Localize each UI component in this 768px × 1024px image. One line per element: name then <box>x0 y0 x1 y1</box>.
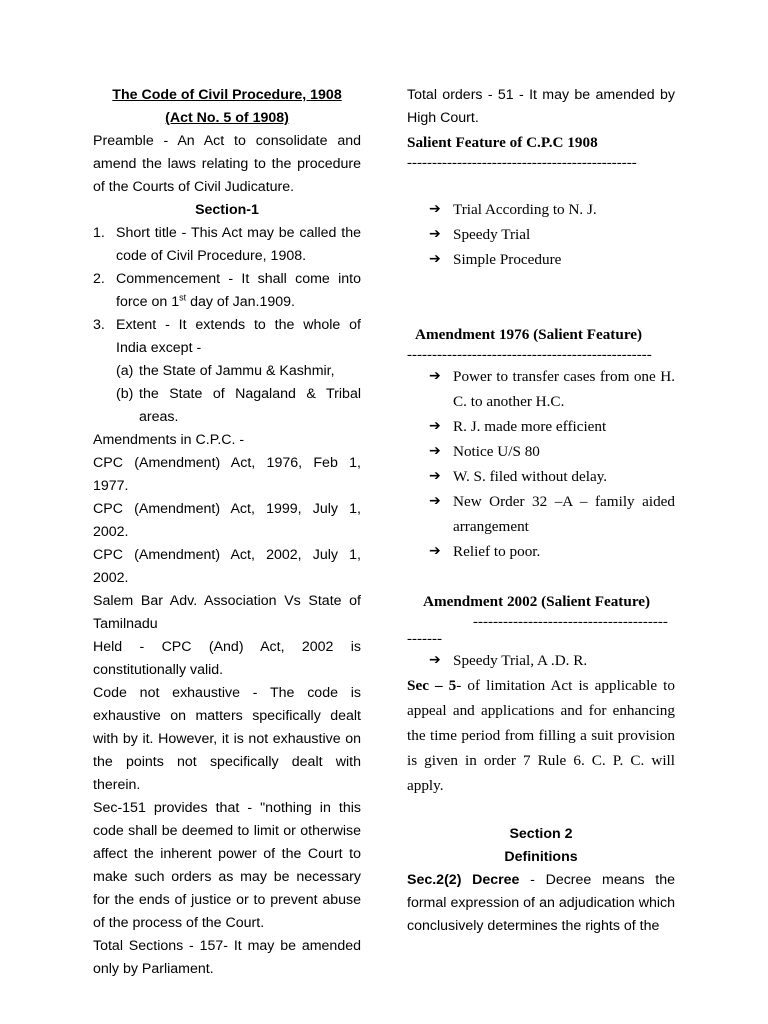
ordinal-suffix: st <box>179 292 187 303</box>
preamble-paragraph: Preamble - An Act to consolidate and amend the laws relating to the procedure of the Courts of Civil Judicature. <box>93 133 361 195</box>
amendment-2002-list <box>407 648 675 673</box>
list-item <box>407 539 675 564</box>
list-text: Speedy Trial <box>453 226 531 243</box>
sec5-label: Sec – 5 <box>407 677 457 694</box>
arrow-right-icon: ➔ <box>429 443 441 459</box>
sub-list-letter: (a) <box>116 363 134 379</box>
total-orders: Total orders - 51 - It may be amended by High Court. <box>407 87 675 126</box>
list-item <box>407 464 675 489</box>
salient-list <box>407 197 675 272</box>
list-text: New Order 32 –A – family aided arrangement <box>453 493 675 535</box>
list-text: Notice U/S 80 <box>453 443 540 460</box>
arrow-right-icon: ➔ <box>429 201 441 217</box>
arrow-right-icon: ➔ <box>429 368 441 384</box>
sub-list-text: the State of Nagaland & Tribal areas. <box>139 386 361 425</box>
total-sections: Total Sections - 157- It may be amended only by Parliament. <box>93 938 361 977</box>
list-text: W. S. filed without delay. <box>453 468 608 485</box>
section2-heading: Section 2 <box>509 826 573 842</box>
commencement-date: day of Jan.1909. <box>186 294 295 310</box>
code-not-exhaustive: Code not exhaustive - The code is exhaustive on matters specifically dealt with by it. However, it is not exhaustive on the points not specifically dealt with therein. <box>93 685 361 793</box>
amendment-1999: CPC (Amendment) Act, 1999, July 1, 2002. <box>93 501 361 540</box>
list-item <box>407 364 675 414</box>
arrow-right-icon: ➔ <box>429 468 441 484</box>
list-item <box>407 489 675 539</box>
arrow-right-icon: ➔ <box>429 493 441 509</box>
left-column <box>93 84 361 981</box>
list-text <box>116 268 361 314</box>
sec5-text: - of limitation Act is applicable to appeal and applications and for enhancing the time period from filling a suit provision is given in order 7 Rule 6. C. P. C. will apply. <box>407 677 675 794</box>
list-number: 2. <box>93 271 105 287</box>
list-text: Simple Procedure <box>453 251 562 268</box>
amendment-1976: CPC (Amendment) Act, 1976, Feb 1, 1977. <box>93 455 361 494</box>
sub-list-letter: (b) <box>116 386 134 402</box>
act-number: (Act No. 5 of 1908) <box>165 110 289 126</box>
amendment-2002-heading: Amendment 2002 (Salient Feature) <box>423 593 651 610</box>
definitions-heading: Definitions <box>504 849 578 865</box>
divider-line: ------------------------------------------------- <box>407 347 652 363</box>
sec151-paragraph: Sec-151 provides that - "nothing in this code shall be deemed to limit or otherwise affect the inherent power of the Court to make such orders as may be necessary for the ends of justice or to prevent abuse of the process of the Court. <box>93 800 361 931</box>
decree-text: - Decree means the formal expression of an adjudication which conclusively determines the rights of the <box>407 872 675 934</box>
case-name: Salem Bar Adv. Association Vs State of Tamilnadu <box>93 593 361 632</box>
list-item <box>407 222 675 247</box>
amendments-heading: Amendments in C.P.C. - <box>93 432 245 448</box>
list-item <box>407 414 675 439</box>
sec5-paragraph <box>407 673 675 798</box>
decree-label: Sec.2(2) Decree <box>407 872 520 888</box>
list-text: R. J. made more efficient <box>453 418 607 435</box>
list-text: Relief to poor. <box>453 543 541 560</box>
salient-heading: Salient Feature of C.P.C 1908 <box>407 134 598 151</box>
arrow-right-icon: ➔ <box>429 652 441 668</box>
right-column <box>407 84 675 938</box>
list-item <box>407 197 675 222</box>
arrow-right-icon: ➔ <box>429 251 441 267</box>
document-title: The Code of Civil Procedure, 1908 <box>112 87 342 103</box>
commencement-text: Commencement - It shall come into force on 1 <box>116 271 361 310</box>
decree-paragraph <box>407 869 675 938</box>
list-item <box>407 247 675 272</box>
list-number: 3. <box>93 317 105 333</box>
list-item <box>407 439 675 464</box>
divider-line: --------------------------------------- <box>473 614 668 630</box>
list-text: Power to transfer cases from one H. C. to another H.C. <box>453 368 675 410</box>
list-text: Trial According to N. J. <box>453 201 597 218</box>
list-item <box>407 648 675 673</box>
section1-heading: Section-1 <box>195 202 259 218</box>
sub-list-item <box>116 360 361 383</box>
arrow-right-icon: ➔ <box>429 226 441 242</box>
arrow-right-icon: ➔ <box>429 543 441 559</box>
amendment-1976-heading: Amendment 1976 (Salient Feature) <box>415 326 643 343</box>
divider-line: ---------------------------------------------- <box>407 155 637 171</box>
sub-list-item <box>116 383 361 429</box>
list-text: Speedy Trial, A .D. R. <box>453 652 588 669</box>
list-item <box>93 314 361 360</box>
list-number: 1. <box>93 225 105 241</box>
amendment-1976-list <box>407 364 675 564</box>
divider-line: ------- <box>407 631 442 647</box>
amendment-2002: CPC (Amendment) Act, 2002, July 1, 2002. <box>93 547 361 586</box>
list-text: Extent - It extends to the whole of India except - <box>116 317 361 356</box>
list-item <box>93 222 361 268</box>
list-item <box>93 268 361 314</box>
arrow-right-icon: ➔ <box>429 418 441 434</box>
case-held: Held - CPC (And) Act, 2002 is constitutionally valid. <box>93 639 361 678</box>
sub-list-text: the State of Jammu & Kashmir, <box>139 363 335 379</box>
list-text: Short title - This Act may be called the code of Civil Procedure, 1908. <box>116 225 361 264</box>
